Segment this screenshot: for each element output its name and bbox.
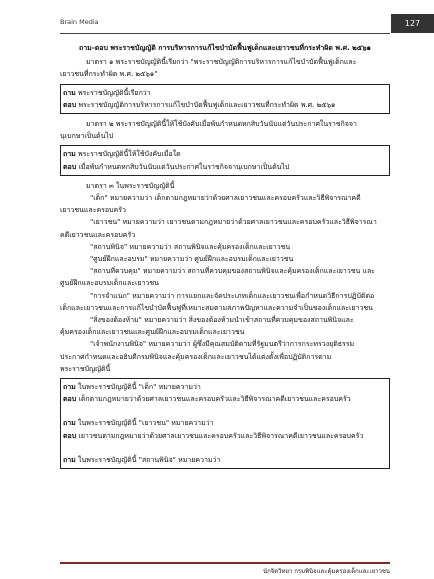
answer-text: พระราชบัญญัติการบริหารการแก้ไขบำบัดฟื้นฟูเด็กและเยาวชนที่กระทำผิด พ.ศ. ๒๕๖๑ <box>78 100 336 109</box>
question-text: ในพระราชบัญญัตินี้ "สถานพินิจ" หมายความว่า <box>78 455 221 464</box>
answer-label: ตอบ <box>63 162 77 171</box>
question-text: ในพระราชบัญญัตินี้ "เด็ก" หมายความว่า <box>78 383 201 392</box>
definition-controlled-place-line-1: "สถานที่ควบคุม" หมายความว่า สถานที่ควบคุมของสถานพินิจและคุ้มครองเด็กและเยาวชน และ <box>90 267 376 276</box>
question-label: ถาม <box>63 419 76 428</box>
definition-child-line-1: "เด็ก" หมายความว่า เด็กตามกฎหมายว่าด้วยศาลเยาวชนและครอบครัวและวิธีพิจารณาคดี <box>90 194 361 203</box>
definition-controlled-place-line-2: ศูนย์ฝึกและอบรมเด็กและเยาวชน <box>60 279 159 288</box>
footer-rule <box>60 562 390 564</box>
answer-label: ตอบ <box>63 395 77 404</box>
definition-child-line-2: เยาวชนและครอบครัว <box>60 206 126 215</box>
definition-classification-line-1: "การจำแนก" หมายความว่า การแยกและจัดประเภทเด็กและเยาวชนเพื่อกำหนดวิธีการปฏิบัติต่อ <box>90 291 375 300</box>
section-1-line-2: เยาวชนที่กระทำผิด พ.ศ. ๒๕๖๑" <box>60 70 158 79</box>
answer-text: เด็กตามกฎหมายว่าด้วยศาลเยาวชนและครอบครัวและวิธีพิจารณาคดีเยาวชนและครอบครัว <box>78 395 351 404</box>
definition-prohibited-items-line-2: คุ้มครองเด็กและเยาวชนและศูนย์ฝึกและอบรมเด็กและเยาวชน <box>60 328 245 337</box>
answer-label: ตอบ <box>63 100 77 109</box>
definition-youth-line-2: คดีเยาวชนและครอบครัว <box>60 230 136 239</box>
qa-box-title <box>60 84 390 114</box>
definition-classification-line-2: เด็กและเยาวชนและการแก้ไขบำบัดฟื้นฟูที่เหมาะสมตามสภาพปัญหาและความจำเป็นของเด็กและเยาวชน <box>60 303 373 312</box>
question-label: ถาม <box>63 383 76 392</box>
qa-box-definitions <box>60 378 390 469</box>
definition-probation-officer-line-2: ประกาศกำหนดและอธิบดีกรมพินิจและคุ้มครองเด็กและเยาวชนได้แต่งตั้งเพื่อปฏิบัติการตาม <box>60 352 332 361</box>
page-title: ถาม-ตอบ พระราชบัญญัติ การบริหารการแก้ไขบำบัดฟื้นฟูเด็กและเยาวชนที่กระทำผิด พ.ศ. ๒๕๖๑ <box>79 44 371 52</box>
definition-training-center: "ศูนย์ฝึกและอบรม" หมายความว่า ศูนย์ฝึกและอบรมเด็กและเยาวชน <box>90 255 294 264</box>
definition-observation-center: "สถานพินิจ" หมายความว่า สถานพินิจและคุ้มครองเด็กและเยาวชน <box>90 242 291 251</box>
answer-text: เยาวชนตามกฎหมายว่าด้วยศาลเยาวชนและครอบครัวและวิธีพิจารณาคดีเยาวชนและครอบครัว <box>78 431 364 440</box>
page-number-badge: 127 <box>391 14 434 33</box>
section-3-line: มาตรา ๓ ในพระราชบัญญัตินี้ <box>86 181 175 190</box>
question-label: ถาม <box>63 455 76 464</box>
qa-box-effective-date <box>60 145 390 175</box>
section-1-line-1: มาตรา ๑ พระราชบัญญัตินี้เรียกว่า "พระราชบัญญัติการบริหารการแก้ไขบำบัดฟื้นฟูเด็กและ <box>86 58 357 67</box>
question-text: พระราชบัญญัตินี้เรียกว่า <box>78 88 151 97</box>
question-text: ในพระราชบัญญัตินี้ "เยาวชน" หมายความว่า <box>78 419 214 428</box>
definition-youth-line-1: "เยาวชน" หมายความว่า เยาวชนตามกฎหมายว่าด้วยศาลเยาวชนและครอบครัวและวิธีพิจารณา <box>90 218 377 227</box>
footer-text: นักจิตวิทยา กรมพินิจและคุ้มครองเด็กและเยาวชน <box>263 568 390 575</box>
question-label: ถาม <box>63 150 76 159</box>
definition-probation-officer-line-3: พระราชบัญญัตินี้ <box>60 364 111 373</box>
section-2-line-1: มาตรา ๒ พระราชบัญญัตินี้ให้ใช้บังคับเมื่อพ้นกำหนดหกสิบวันนับแต่วันประกาศในราชกิจจา <box>86 120 357 129</box>
definition-probation-officer-line-1: "เจ้าพนักงานพินิจ" หมายความว่า ผู้ซึ่งมีคุณสมบัติตามที่รัฐมนตรีว่าการกระทรวงยุติธรรม <box>90 340 355 349</box>
section-2-line-2: นุเบกษาเป็นต้นไป <box>60 132 114 141</box>
header-rule <box>60 33 390 34</box>
answer-text: เมื่อพ้นกำหนดหกสิบวันนับแต่วันประกาศในราชกิจจานุเบกษาเป็นต้นไป <box>78 162 290 171</box>
answer-label: ตอบ <box>63 431 77 440</box>
question-text: พระราชบัญญัตินี้ให้ใช้บังคับเมื่อใด <box>78 150 181 159</box>
definition-prohibited-items-line-1: "สิ่งของต้องห้าม" หมายความว่า สิ่งของต้องห้ามนำเข้าสถานที่ควบคุมของสถานพินิจและ <box>90 316 354 325</box>
brand-name: Brain Media <box>60 18 99 26</box>
question-label: ถาม <box>63 88 76 97</box>
document-body <box>60 42 390 473</box>
